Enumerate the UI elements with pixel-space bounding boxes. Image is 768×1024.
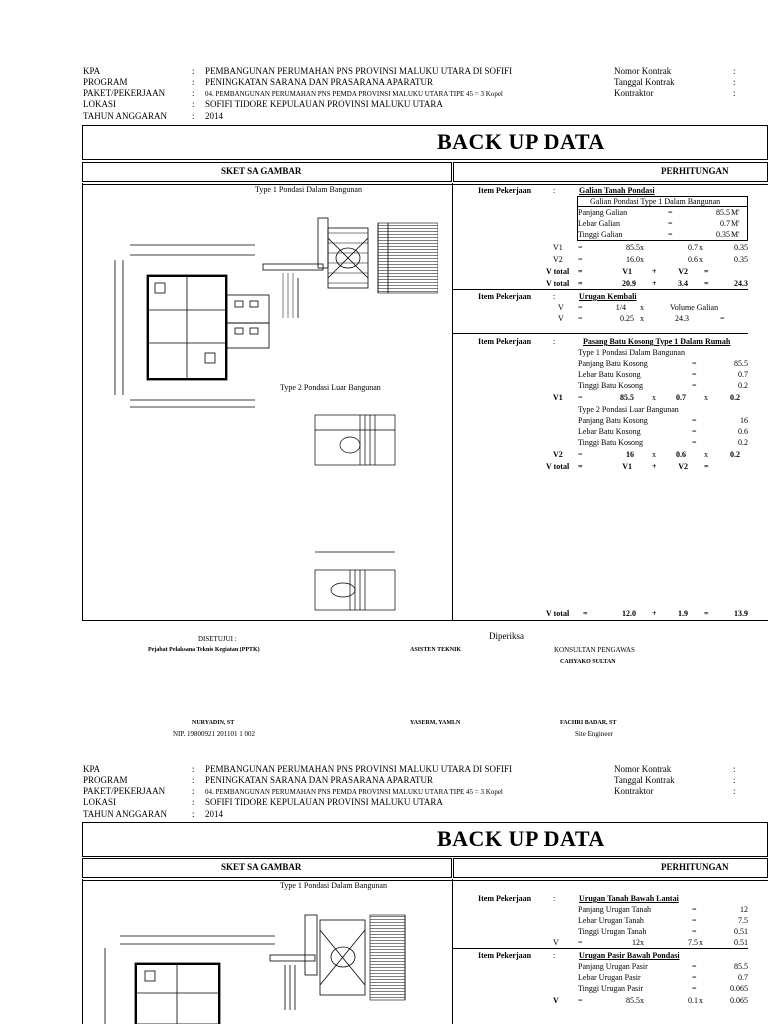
ut-v-b: 7.5 <box>688 938 698 947</box>
header2-right-kontraktor: Kontraktor <box>614 786 654 796</box>
item-galian: Galian Tanah Pondasi <box>579 186 655 195</box>
item-batu-kosong: Pasang Batu Kosong Type 1 Dalam Rumah <box>583 337 731 346</box>
sign-pejabat: Pejabat Pelaksana Teknis Kegiatan (PPTK) <box>148 647 260 653</box>
header2-label-paket: PAKET/PEKERJAAN <box>83 786 166 796</box>
bk-t1-lebar-v: 0.7 <box>738 370 748 379</box>
header2-value-lokasi: SOFIFI TIDORE KEPULAUAN PROVINSI MALUKU UTARA <box>205 797 443 807</box>
foundation-type1-drawing <box>258 198 438 338</box>
ur-v-label: V <box>558 303 564 312</box>
item-urugan: Urugan Kembali <box>579 292 637 301</box>
ur-v2-b: 24.3 <box>675 314 689 323</box>
bk-vt-b: V2 <box>678 462 688 471</box>
bk-t1-lebar: Lebar Batu Kosong <box>578 370 641 379</box>
bk-t1-tinggi: Tinggi Batu Kosong <box>578 381 644 390</box>
header-label-tahun: TAHUN ANGGARAN <box>83 111 168 121</box>
header2-label-program: PROGRAM <box>83 775 128 785</box>
sign-konsultan: KONSULTAN PENGAWAS <box>554 646 635 654</box>
header2-label-kpa: KPA <box>83 764 101 774</box>
unit-text: M' <box>731 208 740 217</box>
header-value-lokasi: SOFIFI TIDORE KEPULAUAN PROVINSI MALUKU UTARA <box>205 99 443 109</box>
header2-label-lokasi: LOKASI <box>83 797 116 807</box>
sign-disetujui: DISETUJUI : <box>198 635 237 643</box>
sign-diperiksa: Diperiksa <box>489 631 524 641</box>
v1-a: 85.5 <box>626 243 640 252</box>
bk-vt-a: V1 <box>622 462 632 471</box>
header-label-program: PROGRAM <box>83 77 128 87</box>
item-urugan-pasir: Urugan Pasir Bawah Pondasi <box>579 951 680 960</box>
bk-t2-lebar-v: 0.6 <box>738 427 748 436</box>
bk-v2-c: 0.2 <box>730 450 740 459</box>
ur-v-a: 1/4 <box>615 303 626 312</box>
header2-label-tahun: TAHUN ANGGARAN <box>83 809 168 819</box>
ut-lebar: Lebar Urugan Tanah <box>578 916 644 925</box>
header-value-tahun: 2014 <box>205 111 223 121</box>
bk-t2-tinggi: Tinggi Batu Kosong <box>578 438 644 447</box>
galian-panjang-label: Panjang Galian <box>578 208 628 217</box>
header-label-paket: PAKET/PEKERJAAN <box>83 88 166 98</box>
bk-vt-label: V total <box>546 462 570 471</box>
header-right-tanggal: Tanggal Kontrak <box>614 77 675 87</box>
bk-t2-tinggi-v: 0.2 <box>738 438 748 447</box>
vtotal-b: V2 <box>678 267 688 276</box>
item2-label: Item Pekerjaan <box>478 894 532 903</box>
up-tinggi-v: 0.065 <box>730 984 748 993</box>
galian-box-title: Galian Pondasi Type 1 Dalam Bangunan <box>590 197 721 206</box>
page-title-1: BACK UP DATA <box>437 129 605 154</box>
ut-v-c: 0.51 <box>734 938 748 947</box>
bk-v2-b: 0.6 <box>676 450 686 459</box>
bk-v1-b: 0.7 <box>676 393 686 402</box>
header2-value-tahun: 2014 <box>205 809 223 819</box>
bk-t2-panjang: Panjang Batu Kosong <box>578 416 648 425</box>
item2-label: Item Pekerjaan <box>478 951 532 960</box>
header2-value-kpa: PEMBANGUNAN PERUMAHAN PNS PROVINSI MALUKU UTARA DI SOFIFI <box>205 764 513 774</box>
bk-t1-panjang-v: 85.5 <box>734 359 748 368</box>
ur-v-b: Volume Galian <box>670 303 719 312</box>
bk-final-label: V total <box>546 609 570 618</box>
sign-cahyako: CAHYAKO SULTAN <box>560 659 616 665</box>
header-value-kpa: PEMBANGUNAN PERUMAHAN PNS PROVINSI MALUKU UTARA DI SOFIFI <box>205 66 513 76</box>
bk-v1-label: V1 <box>553 393 563 402</box>
col-left-title-2: SKET SA GAMBAR <box>221 862 302 872</box>
bk-type1: Type 1 Pondasi Dalam Bangunan <box>578 348 685 357</box>
vtotal2-label: V total <box>546 279 570 288</box>
sign-nip: NIP. 19800921 201101 1 002 <box>173 730 255 738</box>
header-value-paket: 04. PEMBANGUNAN PERUMAHAN PNS PEMDA PROVINSI MALUKU UTARA TIPE 45 = 3 Kopel <box>205 90 503 98</box>
up-lebar: Lebar Urugan Pasir <box>578 973 641 982</box>
bk-final-c: 13.9 <box>734 609 748 618</box>
header2-right-nomor: Nomor Kontrak <box>614 764 672 774</box>
bk-final-b: 1.9 <box>678 609 688 618</box>
galian-lebar-label: Lebar Galian <box>578 219 620 228</box>
title-box-1 <box>82 125 768 160</box>
unit-text: M' <box>731 219 740 228</box>
galian-panjang-value: 85.5 <box>716 208 730 217</box>
bk-v1-c: 0.2 <box>730 393 740 402</box>
header-right-nomor: Nomor Kontrak <box>614 66 672 76</box>
vtotal2-c: 24.3 <box>734 279 748 288</box>
header2-value-program: PENINGKATAN SARANA DAN PRASARANA APARATUR <box>205 775 433 785</box>
item-label: Item Pekerjaan <box>478 337 532 346</box>
v2-a: 16.0 <box>626 255 640 264</box>
v1-label: V1 <box>553 243 563 252</box>
sketch-type2-label: Type 2 Pondasi Luar Bangunan <box>280 383 381 392</box>
floor-plan-drawing <box>105 235 275 415</box>
sign-asisten: ASISTEN TEKNIK <box>410 647 462 653</box>
col-right-title-1: PERHITUNGAN <box>661 166 729 176</box>
item-urugan-tanah: Urugan Tanah Bawah Lantai <box>579 894 679 903</box>
galian-tinggi-value: 0.35 <box>716 230 730 239</box>
up-panjang-v: 85.5 <box>734 962 748 971</box>
galian-lebar-value: 0.7 <box>720 219 730 228</box>
header-label-kpa: KPA <box>83 66 101 76</box>
page-title-2: BACK UP DATA <box>437 826 605 851</box>
header-right-kontraktor: Kontraktor <box>614 88 654 98</box>
ur-v2-a: 0.25 <box>620 314 634 323</box>
up-v-b: 0.1 <box>688 996 698 1005</box>
bk-t2-lebar: Lebar Batu Kosong <box>578 427 641 436</box>
header-label-lokasi: LOKASI <box>83 99 116 109</box>
bk-t2-panjang-v: 16 <box>740 416 748 425</box>
bk-t1-tinggi-v: 0.2 <box>738 381 748 390</box>
vtotal-label: V total <box>546 267 570 276</box>
col-left-title-1: SKET SA GAMBAR <box>221 166 302 176</box>
bk-type2: Type 2 Pondasi Luar Bangunan <box>578 405 679 414</box>
header-value-program: PENINGKATAN SARANA DAN PRASARANA APARATUR <box>205 77 433 87</box>
v1-c: 0.35 <box>734 243 748 252</box>
bk-final-a: 12.0 <box>622 609 636 618</box>
header2-right-tanggal: Tanggal Kontrak <box>614 775 675 785</box>
ut-tinggi-v: 0.51 <box>734 927 748 936</box>
bk-t1-panjang: Panjang Batu Kosong <box>578 359 648 368</box>
item-label: Item Pekerjaan <box>478 292 532 301</box>
bk-v2-label: V2 <box>553 450 563 459</box>
up-lebar-v: 0.7 <box>738 973 748 982</box>
v2-b: 0.6 <box>688 255 698 264</box>
ut-v-a: 12 <box>632 938 640 947</box>
col-right-title-2: PERHITUNGAN <box>661 862 729 872</box>
sign-name-fachri: FACHRI BADAR, ST <box>560 720 617 726</box>
ut-lebar-v: 7.5 <box>738 916 748 925</box>
ut-v-label: V <box>553 938 559 947</box>
item-label: Item Pekerjaan <box>478 186 532 195</box>
sign-name-yaserm: YASERM, YAMLN <box>410 720 461 726</box>
vtotal2-a: 20.9 <box>622 279 636 288</box>
v1-b: 0.7 <box>688 243 698 252</box>
bk-v2-a: 16 <box>626 450 634 459</box>
header2-value-paket: 04. PEMBANGUNAN PERUMAHAN PNS PEMDA PROVINSI MALUKU UTARA TIPE 45 = 3 Kopel <box>205 788 503 796</box>
vtotal-a: V1 <box>622 267 632 276</box>
galian-tinggi-label: Tinggi Galian <box>578 230 623 239</box>
ur-v2-label: V <box>558 314 564 323</box>
sketch2-type1-label: Type 1 Pondasi Dalam Bangunan <box>280 881 387 890</box>
up-tinggi: Tinggi Urugan Pasir <box>578 984 644 993</box>
foundation-type1-drawing-2 <box>265 895 450 1020</box>
up-v-a: 85.5 <box>626 996 640 1005</box>
sign-name-nuryadin: NURYADIN, ST <box>192 720 235 726</box>
ut-panjang-v: 12 <box>740 905 748 914</box>
foundation-type2-drawing <box>305 405 405 475</box>
up-v-label: V <box>553 996 559 1005</box>
unit-text: M' <box>731 230 740 239</box>
bk-v1-a: 85.5 <box>620 393 634 402</box>
foundation-type3-drawing <box>305 540 405 615</box>
ut-tinggi: Tinggi Urugan Tanah <box>578 927 647 936</box>
sketch-type1-label: Type 1 Pondasi Dalam Bangunan <box>255 185 362 194</box>
floor-plan-drawing-2 <box>95 928 285 1024</box>
ut-panjang: Panjang Urugan Tanah <box>578 905 652 914</box>
title-box-2 <box>82 822 768 857</box>
sign-site: Site Engineer <box>575 730 613 738</box>
vtotal2-b: 3.4 <box>678 279 688 288</box>
v2-label: V2 <box>553 255 563 264</box>
up-v-c: 0.065 <box>730 996 748 1005</box>
up-panjang: Panjang Urugan Pasir <box>578 962 648 971</box>
v2-c: 0.35 <box>734 255 748 264</box>
